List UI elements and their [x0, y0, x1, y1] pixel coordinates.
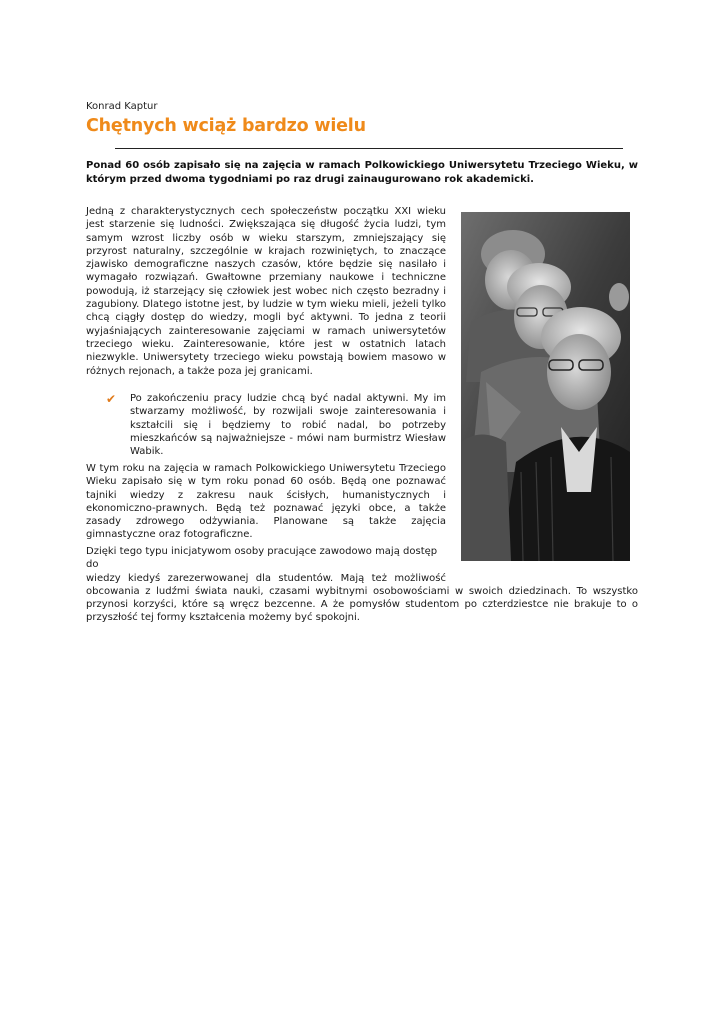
article-title: Chętnych wciąż bardzo wielu	[86, 116, 366, 136]
paragraph-2: W tym roku na zajęcia w ramach Polkowickiego Uniwersytetu Trzeciego Wieku zapisało się w tym roku ponad 60 osób. Będą one poznawać tajniki wiedzy z zakresu nauk ścisłych, humanistycznych i ekonomiczno-prawnych. Będą też poznawać języki obce, a także zasady zdrowego odżywiania. Planowane są także zajęcia gimnastyczne oraz fotograficzne.	[86, 463, 446, 541]
photo-seniors-illustration	[461, 212, 630, 561]
title-rule	[115, 148, 623, 149]
article-photo	[461, 212, 630, 561]
checkmark-icon: ✔	[106, 392, 117, 406]
article-lead: Ponad 60 osób zapisało się na zajęcia w ramach Polkowickiego Uniwersytetu Trzeciego Wieku, w którym przed dwoma tygodniami po raz drugi zainaugurowano rok akademicki.	[86, 160, 638, 185]
author-name: Konrad Kaptur	[86, 101, 158, 112]
paragraph-3-rest: obcowania z ludźmi świata nauki, czasami wybitnymi osobowościami w swoich dziedzinach. To wszystko przynosi korzyści, które są wręcz bezcenne. A że pomysłów studentom po czterdziestce nie brakuje to o przyszłość tej formy kształcenia możemy być spokojni.	[86, 585, 638, 624]
paragraph-3-line-1: Dzięki tego typu inicjatywom osoby pracujące zawodowo mają dostęp do	[86, 546, 438, 571]
quote-text: Po zakończeniu pracy ludzie chcą być nadal aktywni. My im stwarzamy możliwość, by rozwijali swoje zainteresowania i kształcili się i będziemy to robić nadal, bo potrzeby mieszkańców są najważniejsze - mówi nam burmistrz Wiesław Wabik.	[130, 393, 446, 458]
paragraph-3-line-2: wiedzy kiedyś zarezerwowanej dla studentów. Mają też możliwość	[86, 572, 446, 584]
paragraph-1: Jedną z charakterystycznych cech społeczeństw początku XXI wieku jest starzenie się ludności. Zwiększająca się długość życia ludzi, tym samym wzrost liczby osób w wieku starszym, zmniejszający się przyrost naturalny, szczególnie w krajach rozwiniętych, to znaczące zjawisko demograficzne naszych czasów, które będzie się nasilało i wymagało rozwiązań. Gwałtowne przemiany naukowe i techniczne powodują, iż starzejący się człowiek jest wobec nich często bezradny i zagubiony. Dlatego istotne jest, by ludzie w tym wieku mieli, jeżeli tylko chcą ciągły dostęp do wiedzy, mogli być aktywni. To jedna z teorii wyjaśniających zainteresowanie zajęciami w ramach uniwersytetów trzeciego wieku. Zainteresowanie, które jest w ostatnich latach niezwykle. Uniwersytety trzeciego wieku powstają bowiem masowo w różnych rejonach, a także poza jej granicami.	[86, 206, 446, 377]
